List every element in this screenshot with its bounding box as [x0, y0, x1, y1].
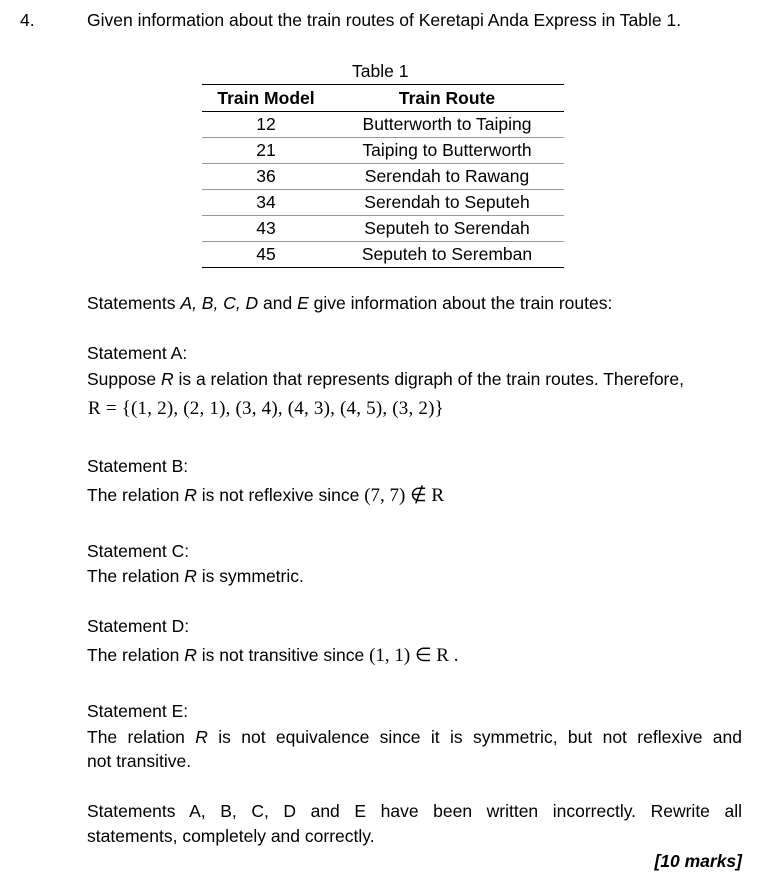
cell-train-route: Seputeh to Serendah: [330, 216, 564, 242]
table-row: [202, 112, 564, 138]
table-header-row: [202, 85, 564, 112]
statement-d-post: is not transitive since: [196, 645, 370, 665]
cell-train-model: 34: [202, 190, 330, 216]
routes-table: [202, 84, 564, 268]
statement-b-post: is not reflexive since: [196, 485, 365, 505]
marks: [10 marks]: [654, 851, 742, 871]
cell-train-route: Butterworth to Taiping: [330, 112, 564, 138]
statement-e-text: [87, 727, 742, 748]
table-row: [202, 242, 564, 268]
statement-d-formula: (1, 1) ∈ R .: [369, 645, 459, 666]
statement-e-line2: not transitive.: [87, 751, 192, 771]
statement-c-text: [87, 566, 304, 587]
table-row: [202, 216, 564, 242]
table-row: [202, 164, 564, 190]
closing-line2: statements, completely and correctly.: [87, 826, 375, 846]
statement-a-post: is a relation that represents digraph of the train routes. Therefore,: [173, 369, 684, 389]
statement-e-label: Statement E:: [87, 701, 189, 721]
statement-e-post: is not equivalence since it is symmetric, but not reflexive and: [207, 727, 742, 747]
question-number: 4.: [20, 10, 35, 30]
statement-e-pre: The relation: [87, 727, 196, 747]
cell-train-model: 43: [202, 216, 330, 242]
cell-train-route: Serendah to Rawang: [330, 164, 564, 190]
statement-c-label: Statement C:: [87, 541, 190, 561]
cell-train-route: Serendah to Seputeh: [330, 190, 564, 216]
cell-train-model: 45: [202, 242, 330, 268]
statement-a-label: Statement A:: [87, 343, 188, 363]
statement-a-var: R: [160, 369, 174, 389]
statements-intro-letters: A, B, C, D: [180, 293, 259, 313]
statement-a-pre: Suppose: [87, 369, 161, 389]
statements-intro-post: give information about the train routes:: [308, 293, 613, 313]
statement-b-pre: The relation: [87, 485, 185, 505]
cell-train-route: Taiping to Butterworth: [330, 138, 564, 164]
cell-train-model: 36: [202, 164, 330, 190]
statement-d-text: [87, 644, 458, 667]
statement-a-text: [87, 369, 684, 390]
table-row: [202, 138, 564, 164]
statement-c-pre: The relation: [87, 566, 185, 586]
col-header-train-model: Train Model: [202, 85, 330, 112]
statements-intro-e: E: [297, 293, 309, 313]
statements-intro: [87, 293, 612, 314]
statement-b-formula: (7, 7) ∉ R: [364, 485, 445, 506]
statement-e-var: R: [195, 727, 208, 747]
table-row: [202, 190, 564, 216]
statements-intro-and: and: [258, 293, 298, 313]
cell-train-route: Seputeh to Seremban: [330, 242, 564, 268]
statement-d-var: R: [184, 645, 197, 665]
table-caption: Table 1: [352, 61, 409, 81]
cell-train-model: 21: [202, 138, 330, 164]
statement-d-label: Statement D:: [87, 616, 190, 636]
statement-c-post: is symmetric.: [196, 566, 304, 586]
question-intro: Given information about the train routes of Keretapi Anda Express in Table 1.: [87, 10, 682, 30]
closing-line1: Statements A, B, C, D and E have been written incorrectly. Rewrite all: [87, 801, 742, 821]
statement-b-var: R: [184, 485, 197, 505]
statement-c-var: R: [184, 566, 197, 586]
statement-a-formula: R = {(1, 2), (2, 1), (3, 4), (4, 3), (4, 5), (3, 2)}: [88, 398, 444, 419]
statements-intro-pre: Statements: [87, 293, 181, 313]
statement-b-text: [87, 484, 444, 507]
statement-b-label: Statement B:: [87, 456, 189, 476]
col-header-train-route: Train Route: [330, 85, 564, 112]
cell-train-model: 12: [202, 112, 330, 138]
statement-d-pre: The relation: [87, 645, 185, 665]
